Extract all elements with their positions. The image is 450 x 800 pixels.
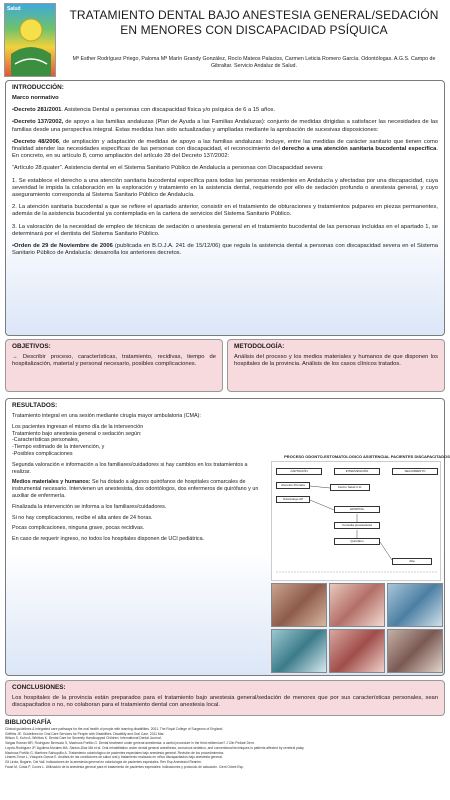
clinical-photo: [271, 629, 327, 673]
diagram-box: Atención Primaria: [276, 482, 310, 489]
arrow-icon: →: [12, 354, 18, 360]
diagram-box: Consulta preanestesia: [334, 522, 380, 529]
reference-item: Gil Lirola, Bogarín, Del Vall. Indicaciones de la anestesia general en odontología de pacientes especiales. Rev Esp Anestesiol Reanim.: [5, 759, 202, 764]
results-line: Si no hay complicaciones, recibe el alta antes de 24 horas.: [12, 514, 153, 521]
results-title: RESULTADOS:: [12, 402, 58, 409]
conclusions-text: Los hospitales de la provincia están preparados para el tratamiento bajo anestesia general/sedación de menores que por sus características personales, sean discapacitados o no, no colaboran para el tratamiento dental con anestesia local.: [12, 695, 438, 709]
results-line: Segunda valoración e información a los familiares/cuidadores si hay cambios en los tratamientos a realizar.: [12, 461, 248, 475]
decree-48: •Decreto 48/2006, de ampliación y adaptación de medidas de apoyo a las familias andaluzas: Incluye, entre las medidas de carácter sanitario que tienen como finalidad atender las necesidades específicas de las personas con discapacidad, el reconocimiento del derecho a una atención sanitaria bucodental específica. En concreto, en su artículo 8, como ampliación del artículo 28 del Decreto 137/2002:: [12, 138, 438, 160]
junta-logo: [4, 3, 56, 77]
diagram-column-captacion: CAPTACIÓN: [276, 468, 322, 475]
reference-list: [5, 727, 445, 769]
article-point-1: 1. Se establece el derecho a una atención sanitaria bucodental específica para todas las personas residentes en Andalucía y afectadas por una discapacidad, cuya severidad le impida la colaboración en la exploración y tratamiento en la asistencia dental, requiriendo por ello de sedación profunda o anestesia general, y cuyo aseguramiento corresponda al Sistema Sanitario Público de Andalucía.: [12, 177, 438, 199]
reference-item: Clinical guidelines & integrated care pathways for the oral health of people with learning disabilities. 2001. The Royal College of Surgeons of England.: [5, 727, 224, 731]
process-flow-diagram: [271, 454, 450, 581]
reference-item: Griffiths JE. Guidelines for Oral Care Services for People with Disabilities. Disability and Oral Care. 2011 Mar.: [5, 731, 165, 736]
results-resources: Medios materiales y humanos: Se ha dotado a algunos quirófanos de hospitales comarcales de instrumental necesario. Intervienen un anestesista, dos odontólogos, dos enfermeros de quirófano y un auxiliar de enfermería.: [12, 479, 259, 499]
results-text: [12, 413, 264, 547]
clinical-photo: [329, 583, 385, 627]
clinical-photo: [271, 583, 327, 627]
reference-item: Linares-Tovar L, Vázquez-García E. Análisis de las condiciones de salud oral y tratamiento realizado en niños discapacitados bajo anestesia general.: [5, 755, 223, 760]
decree-281: •Decreto 281/2001. Asistencia Dental a personas con discapacidad física y/o psíquica de 6 a 15 años.: [12, 107, 276, 114]
diagram-box: Alta: [392, 558, 432, 565]
objectives-title: OBJETIVOS:: [12, 343, 51, 350]
results-line: -Tiempo estimado de la intervención, y: [12, 444, 105, 451]
bibliography: [5, 718, 445, 798]
conclusions-panel: [5, 680, 445, 716]
order-2006: •Orden de 29 de Noviembre de 2006 (publicada en B.O.J.A. 241 de 15/12/06) que regula la asistencia dental a personas con discapacidad severa en el Sistema Sanitario Público de Andalucía: desarrolla los anteriores decretos.: [12, 243, 439, 257]
article-quote: “Artículo 28.quater”. Asistencia dental en el Sistema Sanitario Público de Andalucía a personas con Discapacidad severa:: [12, 165, 324, 172]
logo-text: Salud: [7, 6, 21, 12]
diagram-box: Odontólogo AP: [276, 496, 310, 503]
diagram-box: HOSPITAL: [334, 506, 380, 513]
results-line: Los pacientes ingresan el mismo día de la intervención: [12, 423, 144, 430]
objectives-panel: [5, 339, 223, 392]
methodology-panel: [227, 339, 445, 392]
results-line: En caso de requerir ingreso, no todos los hospitales disponen de UCI pediátrica.: [12, 536, 205, 543]
clinical-photo: [387, 629, 443, 673]
diagram-box: Centro Salud U.D.: [330, 484, 370, 491]
clinical-photo: [329, 629, 385, 673]
results-panel: [5, 398, 450, 676]
intro-panel: [5, 80, 445, 336]
authors: Mª Esther Rodríguez Priego, Paloma Mª Marín Grandy González, Rocío Mateos Palacios, Carmen Leticia Romero García. Odontólogas. A.G.S. Campo de Gibraltar. Servicio Andaluz de Salud.: [72, 56, 436, 69]
reference-item: Wilson S, Kuhn A, Whitlow K. Dental Care for Severely Handicapped Children. International Dental Journal.: [5, 736, 162, 741]
results-line: Pocas complicaciones, ninguna grave, pocas recidivas.: [12, 525, 145, 532]
reference-item: Loyola-Rodriguez JP, Aguilera-Morales MA, Santos-Diaz MA et al. Oral rehabilitation under dental general anesthesia, conscious sedation, and conventional techniques in patients affected by cerebral palsy.: [5, 745, 305, 750]
diagram-box: Quirófano: [334, 538, 380, 545]
results-line: Tratamiento bajo anestesia general o sedación según:: [12, 430, 142, 437]
header: [0, 0, 450, 80]
logo-graphic-icon: [5, 4, 56, 77]
objectives-text: → Describir proceso, características, tratamiento, recidivas, tiempo de hospitalización, material y personal necesario, posibles complicaciones.: [12, 354, 216, 368]
reference-item: Vargas Roman MR, Rodríguez Bermudo S, Machuca Portillo G. Dental treatment under general anesthesia: a useful procedure in the third millennium? J Clin Pediatr Dent.: [5, 741, 255, 746]
clinical-photo: [387, 583, 443, 627]
intro-subtitle: Marco normativo: [12, 95, 59, 101]
methodology-title: METODOLOGÍA:: [234, 343, 285, 350]
bibliography-title: BIBLIOGRAFÍA: [5, 719, 52, 726]
diagram-column-seguimiento: SEGUIMIENTO: [392, 468, 438, 475]
reference-item: Faust M, Costa P, Coves L. Utilización de la anestesia general para el tratamiento de pacientes especiales: indicaciones y protocolo de actuación. Cient Odont Esp.: [5, 764, 244, 769]
decree-137: •Decreto 137/2002, de apoyo a las familias andaluzas (Plan de Ayuda a las Familias Andaluzas): conjunto de medidas dirigidas a satisfacer las necesidades de las familias desde una perspectiva integral. Estas medidas han sido actualizadas y ampliadas mediante la aprobación de sucesivas disposiciones:: [12, 119, 438, 133]
methodology-text: Análisis del proceso y los medios materiales y humanos de que disponen los hospitales de la provincia. Análisis de los casos clínicos tratados.: [234, 354, 438, 368]
page-title: TRATAMIENTO DENTAL BAJO ANESTESIA GENERAL/SEDACIÓN EN MENORES CON DISCAPACIDAD PSÍQUICA: [69, 8, 439, 37]
reference-item: Machuca Portillo G, Martínez Sahuquillo A. Tratamiento odontológico de pacientes especiales bajo anestesia general. Revisión de los procedimientos.: [5, 750, 225, 755]
results-line: Finalizada la intervención se informa a los familiares/cuidadores.: [12, 503, 167, 510]
diagram-column-intervencion: INTERVENCIÓN: [334, 468, 380, 475]
results-line: -Posibles complicaciones: [12, 450, 73, 457]
conclusions-title: CONCLUSIONES:: [12, 684, 66, 691]
diagram-title: PROCESO ODONTO-ESTOMATOLOGICO ASISTENCIAL PACIENTES DISCAPACITADOS: [284, 454, 450, 459]
results-line: -Características personales,: [12, 437, 80, 444]
intro-title: INTRODUCCIÓN:: [12, 84, 64, 91]
article-point-2: 2. La atención sanitaria bucodental a que se refiere el apartado anterior, consistir en el tratamiento de obturaciones y tratamientos pulpares en piezas permanentes, además de la asistencia bucodental ya contemplada en la cartera de servicios del Sistema Sanitario Público.: [12, 204, 438, 218]
intro-body: [12, 95, 438, 257]
clinical-photos: [271, 583, 443, 673]
results-line: Tratamiento integral en una sesión mediante cirugía mayor ambulatoria (CMA):: [12, 413, 201, 419]
article-point-3: 3. La valoración de la necesidad de empleo de técnicas de sedación o anestesia general en el tratamiento bucodental de las personas incluidas en el apartado 1, se determinará por el dentista del Sistema Sanitario Público.: [12, 223, 438, 237]
